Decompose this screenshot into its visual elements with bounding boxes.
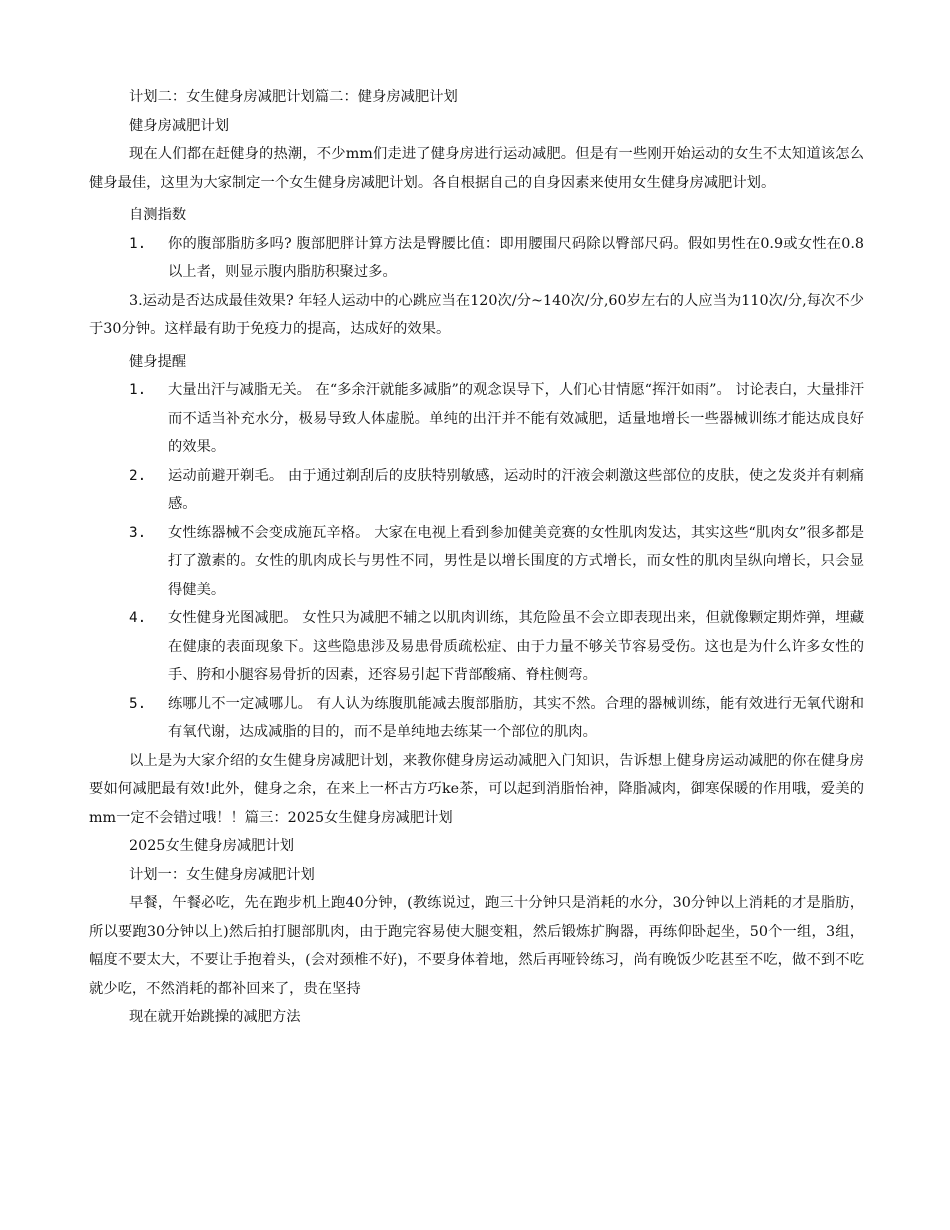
list-number: 1. — [129, 235, 147, 252]
list-number: 5. — [129, 695, 147, 712]
list-text: 你的腹部脂肪多吗? 腹部肥胖计算方法是臀腰比值：即用腰围尺码除以臀部尺码。假如男性在0.9或女性在0.8以上者，则显示腹内脂肪积聚过多。 — [168, 235, 864, 280]
heading-gym-plan: 健身房减肥计划 — [129, 117, 230, 134]
section-self-test: 自测指数 — [129, 207, 187, 223]
plan-paragraph: 早餐，午餐必吃，先在跑步机上跑40分钟，(教练说过，跑三十分钟只是消耗的水分，30分钟以上消耗的才是脂肪，所以要跑30分钟以上)然后拍打腿部肌肉，由于跑完容易使大腿变粗，然后锻炼扩胸器，再练仰卧起坐，50个一组，3组，幅度不要太大，不要让手抱着头，(会对颈椎不好)，不要身体着地，然后再哑铃练习，尚有晚饭少吃甚至不吃，做不到不吃就少吃，不然消耗的都补回来了，贵在坚持 — [89, 895, 864, 997]
list-text: 运动前避开剃毛。 由于通过剃刮后的皮肤特别敏感，运动时的汗液会刺激这些部位的皮肤，使之发炎并有刺痛感。 — [168, 467, 864, 512]
list-text: 大量出汗与减脂无关。 在“多余汗就能多减脂”的观念误导下，人们心甘情愿“挥汗如雨”。 讨论表白，大量排汗而不适当补充水分，极易导致人体虚脱。单纯的出汗并不能有效减肥，适量地增长一些器械训练才能达成良好的效果。 — [168, 382, 864, 455]
list-text: 女性健身光图减肥。 女性只为减肥不辅之以肌肉训练，其危险虽不会立即表现出来，但就像颗定期炸弹，埋藏在健康的表面现象下。这些隐患涉及易患骨质疏松症、由于力量不够关节容易受伤。这也是为什么许多女性的手、胯和小腿容易骨折的因素，还容易引起下背部酸痛、脊柱侧弯。 — [168, 610, 864, 683]
document-page — [89, 83, 864, 1032]
list-text: 练哪儿不一定减哪儿。 有人认为练腹肌能减去腹部脂肪，其实不然。合理的器械训练，能有效进行无氧代谢和有氧代谢，达成减脂的目的，而不是单纯地去练某一个部位的肌肉。 — [168, 695, 864, 740]
list-number: 3. — [129, 524, 147, 541]
list-number: 4. — [129, 610, 147, 626]
heading-plan-one: 计划一：女生健身房减肥计划 — [129, 866, 315, 883]
tip-item-5 — [89, 690, 864, 747]
self-test-item-3: 3.运动是否达成最佳效果? 年轻人运动中的心跳应当在120次/分~140次/分,60岁左右的人应当为110次/分,每次不少于30分钟。这样最有助于免疫力的提高，达成好的效果。 — [89, 292, 864, 337]
list-number: 2. — [129, 467, 147, 484]
last-line: 现在就开始跳操的减肥方法 — [129, 1009, 301, 1025]
list-number: 1. — [129, 382, 147, 398]
list-text: 女性练器械不会变成施瓦辛格。 大家在电视上看到参加健美竞赛的女性肌肉发达，其实这些“肌肉女”很多都是打了激素的。女性的肌肉成长与男性不同，男性是以增长围度的方式增长，而女性的肌肉呈纵向增长，只会显得健美。 — [168, 524, 864, 598]
tip-item-2 — [89, 462, 864, 519]
section-tips: 健身提醒 — [129, 353, 187, 370]
tip-item-1 — [89, 376, 864, 462]
tip-item-4 — [89, 604, 864, 690]
intro-paragraph: 现在人们都在赶健身的热潮，不少mm们走进了健身房进行运动减肥。但是有一些刚开始运动的女生不太知道该怎么健身最佳，这里为大家制定一个女生健身房减肥计划。各自根据自己的自身因素来使用女生健身房减肥计划。 — [89, 146, 864, 191]
heading-2025-plan: 2025女生健身房减肥计划 — [129, 838, 295, 854]
summary-paragraph: 以上是为大家介绍的女生健身房减肥计划，来教你健身房运动减肥入门知识，告诉想上健身房运动减肥的你在健身房要如何减肥最有效!此外，健身之余，在来上一杯古方巧ke茶，可以起到消脂怡神，降脂减肉，御寒保暖的作用哦，爱美的mm一定不会错过哦！！篇三：2025女生健身房减肥计划 — [89, 752, 864, 826]
tip-item-3 — [89, 519, 864, 605]
heading-plan-two: 计划二：女生健身房减肥计划篇二：健身房减肥计划 — [129, 89, 458, 105]
self-test-item-1 — [89, 230, 864, 287]
